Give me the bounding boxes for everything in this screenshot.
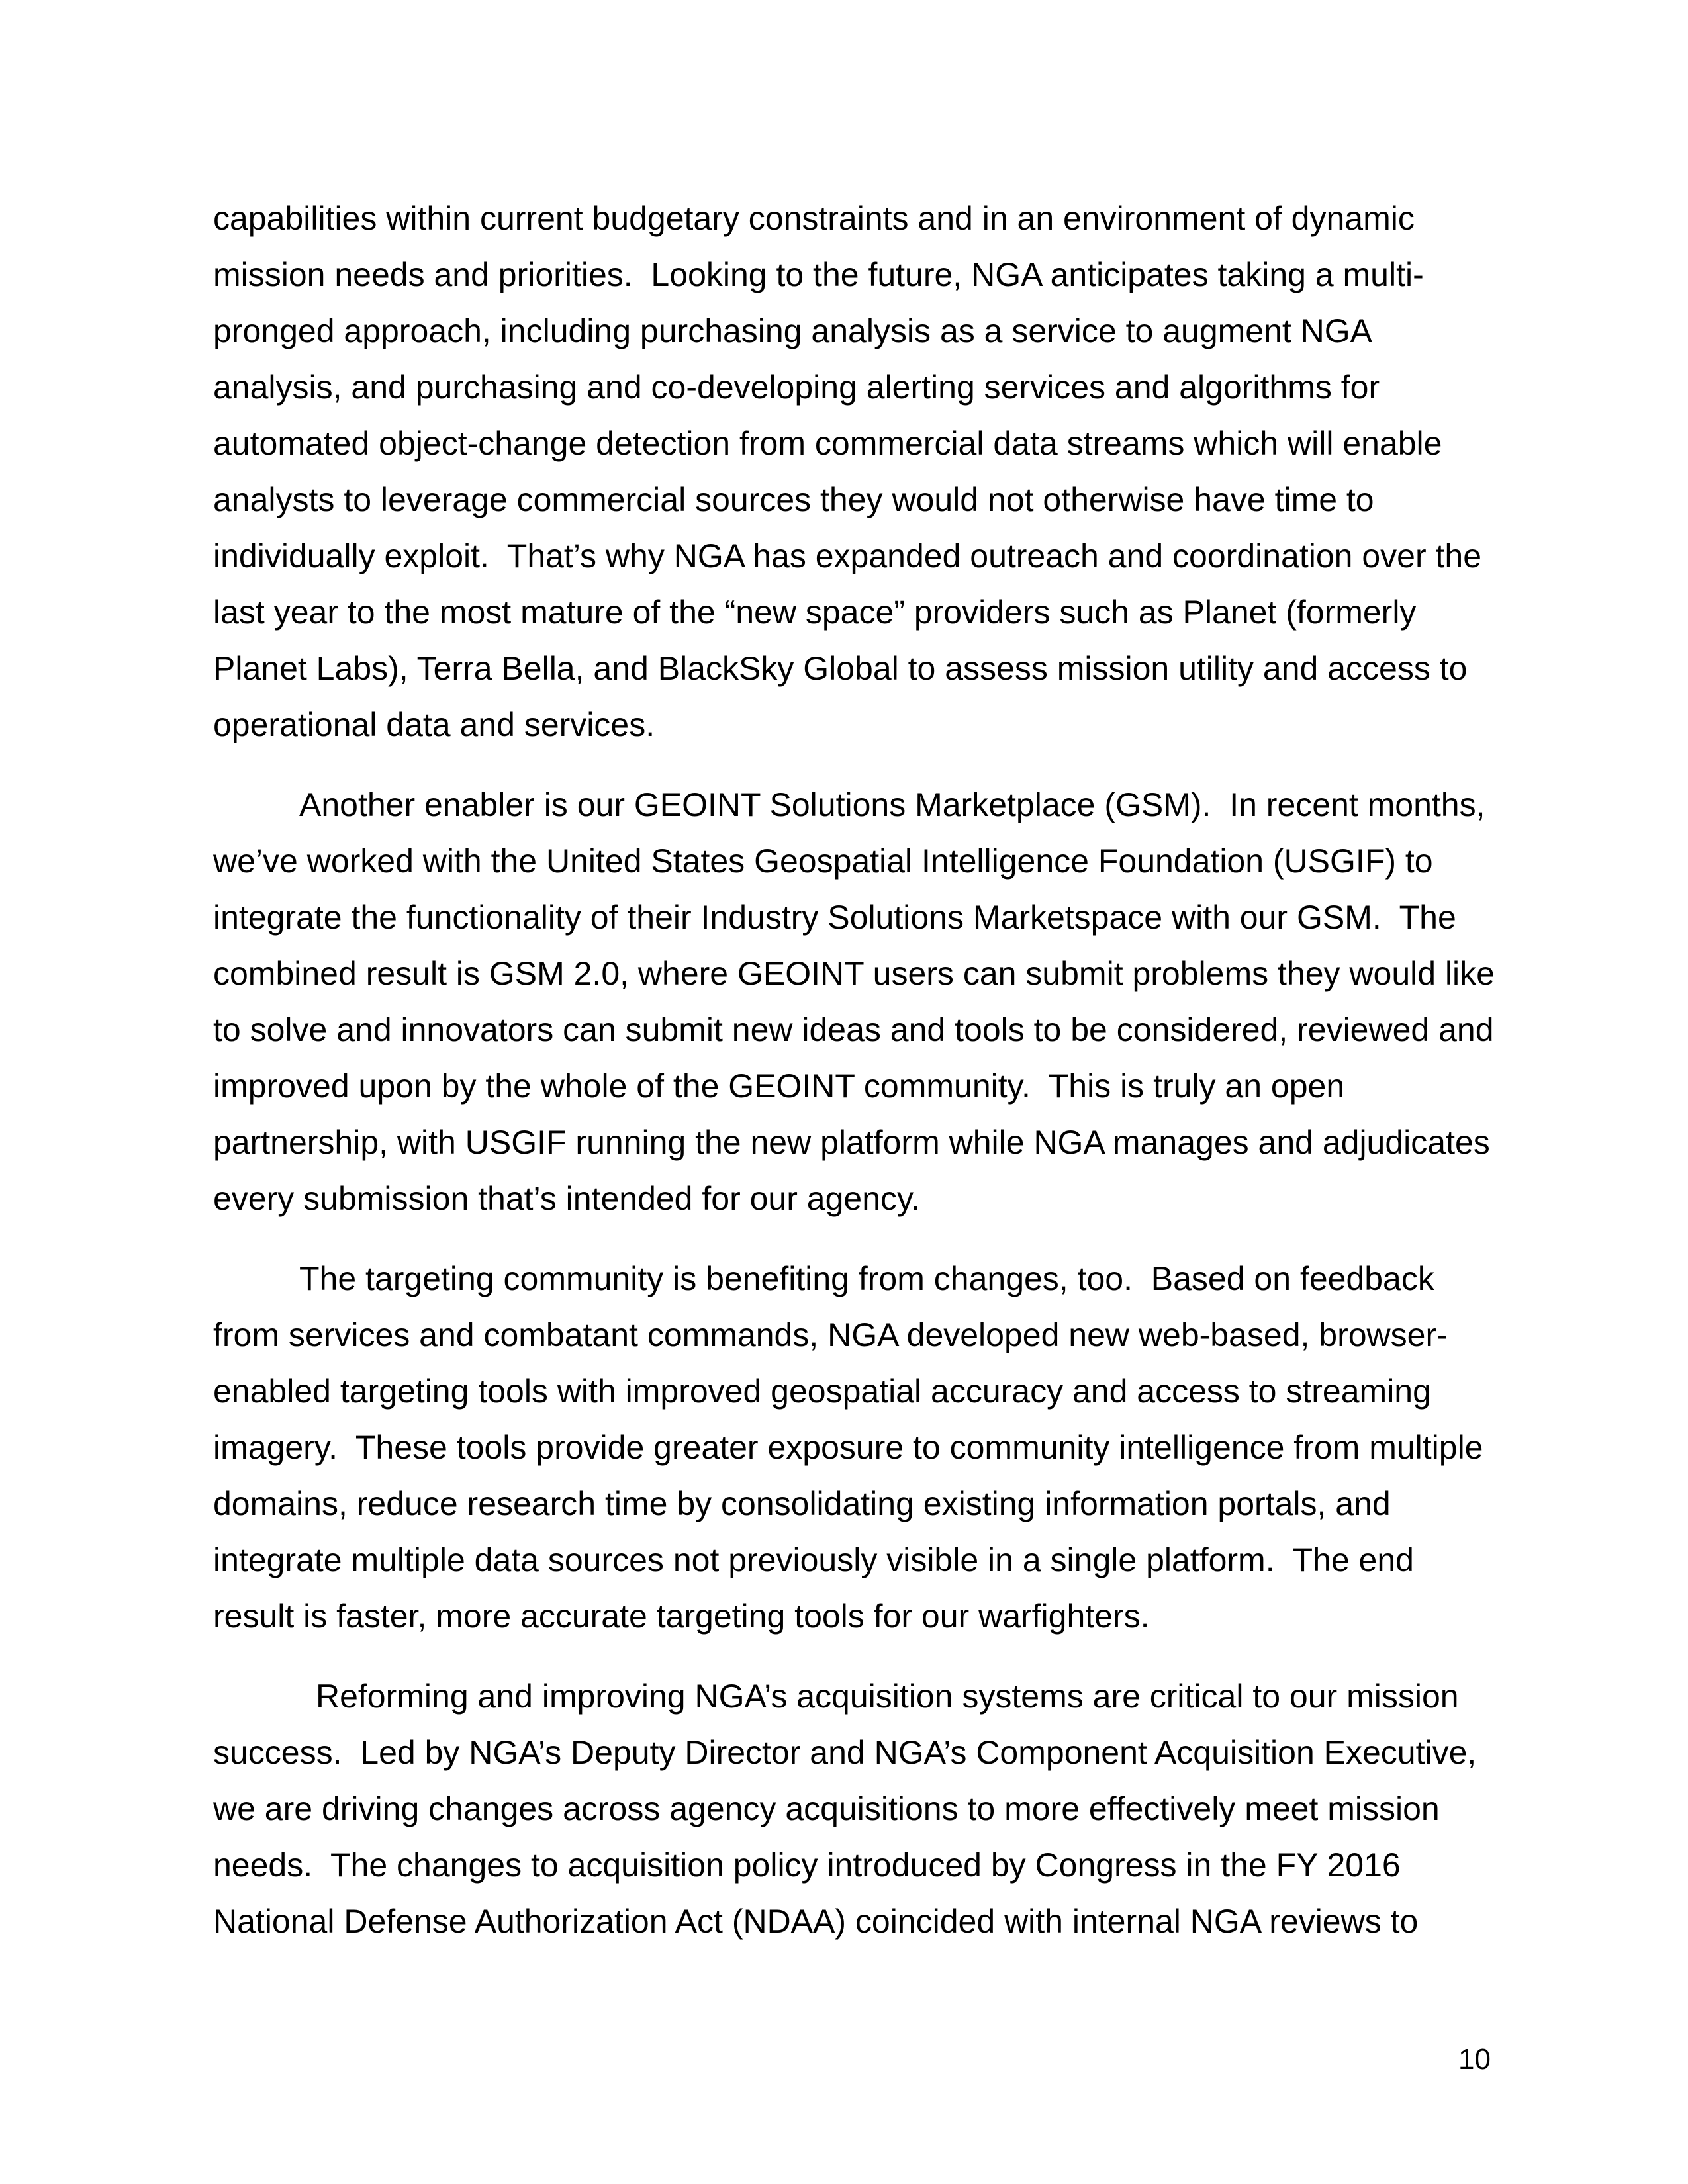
text-line: Reforming and improving NGA’s acquisition systems are critical to our mission [316, 1678, 1459, 1715]
text-line: enabled targeting tools with improved geospatial accuracy and access to streaming [213, 1373, 1431, 1410]
text-line: success. Led by NGA’s Deputy Director and NGA’s Component Acquisition Executive, [213, 1734, 1477, 1771]
text-line: needs. The changes to acquisition policy introduced by Congress in the FY 2016 [213, 1846, 1401, 1884]
paragraph [213, 1251, 1495, 1645]
text-line: integrate the functionality of their Industry Solutions Marketspace with our GSM. The [213, 899, 1456, 936]
text-line: from services and combatant commands, NGA developed new web-based, browser- [213, 1316, 1448, 1353]
text-line: result is faster, more accurate targeting tools for our warfighters. [213, 1598, 1150, 1635]
text-line: imagery. These tools provide greater exposure to community intelligence from multiple [213, 1429, 1483, 1466]
text-line: combined result is GSM 2.0, where GEOINT users can submit problems they would like [213, 955, 1495, 992]
paragraph [213, 191, 1495, 753]
text-line: to solve and innovators can submit new ideas and tools to be considered, reviewed and [213, 1011, 1494, 1048]
text-line: individually exploit. That’s why NGA has expanded outreach and coordination over the [213, 537, 1482, 574]
text-line: Another enabler is our GEOINT Solutions Marketplace (GSM). In recent months, [299, 786, 1485, 823]
text-line: automated object-change detection from commercial data streams which will enable [213, 425, 1442, 462]
text-line: operational data and services. [213, 706, 655, 743]
text-line: National Defense Authorization Act (NDAA) coincided with internal NGA reviews to [213, 1903, 1419, 1940]
text-line: every submission that’s intended for our agency. [213, 1180, 921, 1217]
text-line: Planet Labs), Terra Bella, and BlackSky Global to assess mission utility and access to [213, 650, 1468, 687]
text-line: partnership, with USGIF running the new platform while NGA manages and adjudicates [213, 1124, 1490, 1161]
text-line: we’ve worked with the United States Geospatial Intelligence Foundation (USGIF) to [213, 842, 1433, 880]
text-line: mission needs and priorities. Looking to the future, NGA anticipates taking a multi- [213, 256, 1424, 293]
document-body [213, 191, 1495, 1950]
text-line: domains, reduce research time by consolidating existing information portals, and [213, 1485, 1391, 1522]
text-line: analysts to leverage commercial sources they would not otherwise have time to [213, 481, 1374, 518]
text-line: The targeting community is benefiting from changes, too. Based on feedback [299, 1260, 1434, 1297]
text-line: improved upon by the whole of the GEOINT community. This is truly an open [213, 1068, 1345, 1105]
text-line: analysis, and purchasing and co-developing alerting services and algorithms for [213, 369, 1380, 406]
text-line: we are driving changes across agency acquisitions to more effectively meet mission [213, 1790, 1440, 1827]
text-line: integrate multiple data sources not previously visible in a single platform. The end [213, 1541, 1414, 1578]
text-line: last year to the most mature of the “new space” providers such as Planet (formerly [213, 594, 1417, 631]
text-line: pronged approach, including purchasing analysis as a service to augment NGA [213, 312, 1373, 349]
paragraph [213, 1668, 1495, 1950]
page-number: 10 [1458, 2043, 1491, 2075]
paragraph [213, 777, 1495, 1227]
text-line: capabilities within current budgetary constraints and in an environment of dynamic [213, 200, 1415, 237]
